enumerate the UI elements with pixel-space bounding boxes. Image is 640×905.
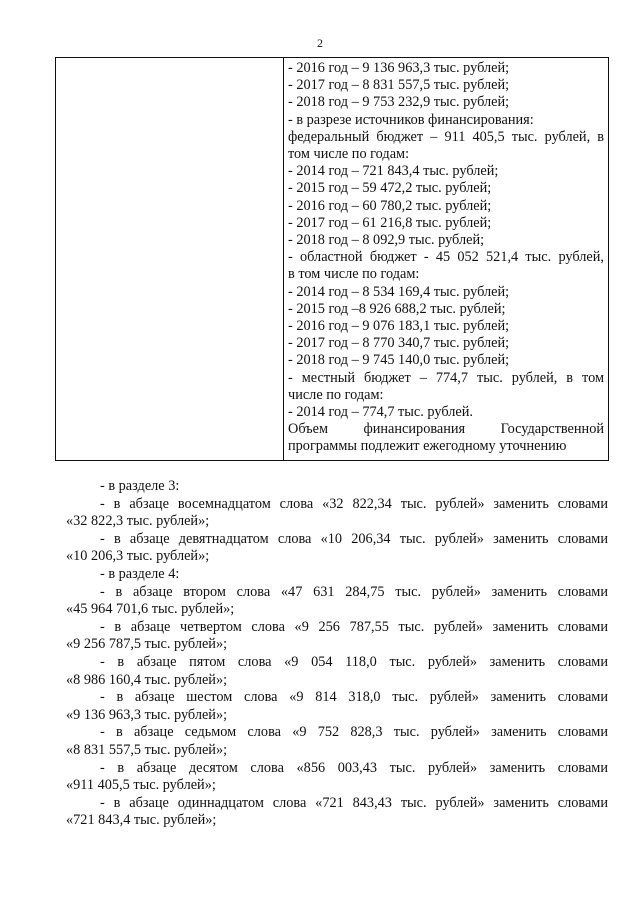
table-line: - 2014 год – 774,7 тыс. рублей. (288, 404, 473, 421)
table-line: - 2017 год – 8 770 340,7 тыс. рублей; (288, 335, 510, 352)
table-line: - 2018 год – 9 745 140,0 тыс. рублей; (288, 352, 510, 369)
table-line: - 2014 год – 8 534 169,4 тыс. рублей; (288, 283, 510, 300)
page-number: 2 (317, 36, 323, 50)
table-line: в том числе по годам: (288, 266, 420, 283)
table-line: - 2017 год – 61 216,8 тыс. рублей; (288, 214, 492, 231)
program-table (55, 57, 609, 461)
paragraph-line: - в абзаце втором слова «47 631 284,75 тыс. рублей» заменить словами (100, 583, 608, 600)
paragraph-line: «8 986 160,4 тыс. рублей»; (66, 671, 228, 688)
section-heading: - в разделе 3: (100, 478, 180, 494)
table-line: - 2014 год – 721 843,4 тыс. рублей; (288, 163, 499, 180)
table-line: числе по годам: (288, 386, 384, 403)
paragraph-line: - в абзаце пятом слова «9 054 118,0 тыс. рублей» заменить словами (100, 653, 608, 670)
table-line: том числе по годам: (288, 146, 410, 163)
table-line: - 2018 год – 9 753 232,9 тыс. рублей; (288, 94, 510, 111)
table-line: - 2018 год – 8 092,9 тыс. рублей; (288, 232, 485, 249)
paragraph-line: - в абзаце одиннадцатом слова «721 843,43 тыс. рублей» заменить словами (100, 794, 608, 811)
table-line: - 2016 год – 9 136 963,3 тыс. рублей; (288, 60, 510, 76)
table-line: - областной бюджет - 45 052 521,4 тыс. рублей, (288, 249, 604, 266)
paragraph-line: «32 822,3 тыс. рублей»; (66, 513, 210, 530)
paragraph-line: «9 256 787,5 тыс. рублей»; (66, 636, 228, 653)
paragraph-line: - в абзаце девятнадцатом слова «10 206,34 тыс. рублей» заменить словами (100, 530, 608, 547)
table-line: федеральный бюджет – 911 405,5 тыс. рублей, в (288, 128, 604, 145)
paragraph-line: «721 843,4 тыс. рублей»; (66, 812, 217, 829)
paragraph-line: «10 206,3 тыс. рублей»; (66, 548, 210, 565)
paragraph-line: - в абзаце четвертом слова «9 256 787,55 тыс. рублей» заменить словами (100, 618, 608, 635)
table-line: - 2015 год – 59 472,2 тыс. рублей; (288, 180, 492, 197)
paragraph-line: - в абзаце десятом слова «856 003,43 тыс. рублей» заменить словами (100, 759, 608, 776)
table-line: программы подлежит ежегодному уточнению (288, 438, 567, 455)
amendments-text (66, 478, 608, 830)
paragraph-line: «911 405,5 тыс. рублей»; (66, 777, 216, 794)
table-right-column (288, 60, 604, 456)
section-heading: - в разделе 4: (100, 565, 180, 582)
table-left-column (56, 58, 284, 460)
table-line: - 2015 год –8 926 688,2 тыс. рублей; (288, 300, 506, 317)
paragraph-line: - в абзаце восемнадцатом слова «32 822,34 тыс. рублей» заменить словами (100, 495, 608, 512)
paragraph-line: - в абзаце седьмом слова «9 752 828,3 тыс. рублей» заменить словами (100, 724, 608, 741)
table-line: - 2016 год – 9 076 183,1 тыс. рублей; (288, 318, 510, 335)
table-line: - 2016 год – 60 780,2 тыс. рублей; (288, 197, 492, 214)
table-line: Объем финансирования Государственной (288, 421, 604, 438)
paragraph-line: «8 831 557,5 тыс. рублей»; (66, 741, 228, 758)
paragraph-line: «9 136 963,3 тыс. рублей»; (66, 706, 228, 723)
table-line: - 2017 год – 8 831 557,5 тыс. рублей; (288, 77, 510, 94)
table-line: - в разрезе источников финансирования: (288, 111, 534, 128)
paragraph-line: - в абзаце шестом слова «9 814 318,0 тыс. рублей» заменить словами (100, 689, 608, 706)
paragraph-line: «45 964 701,6 тыс. рублей»; (66, 601, 235, 618)
table-line: - местный бюджет – 774,7 тыс. рублей, в том (288, 369, 604, 386)
